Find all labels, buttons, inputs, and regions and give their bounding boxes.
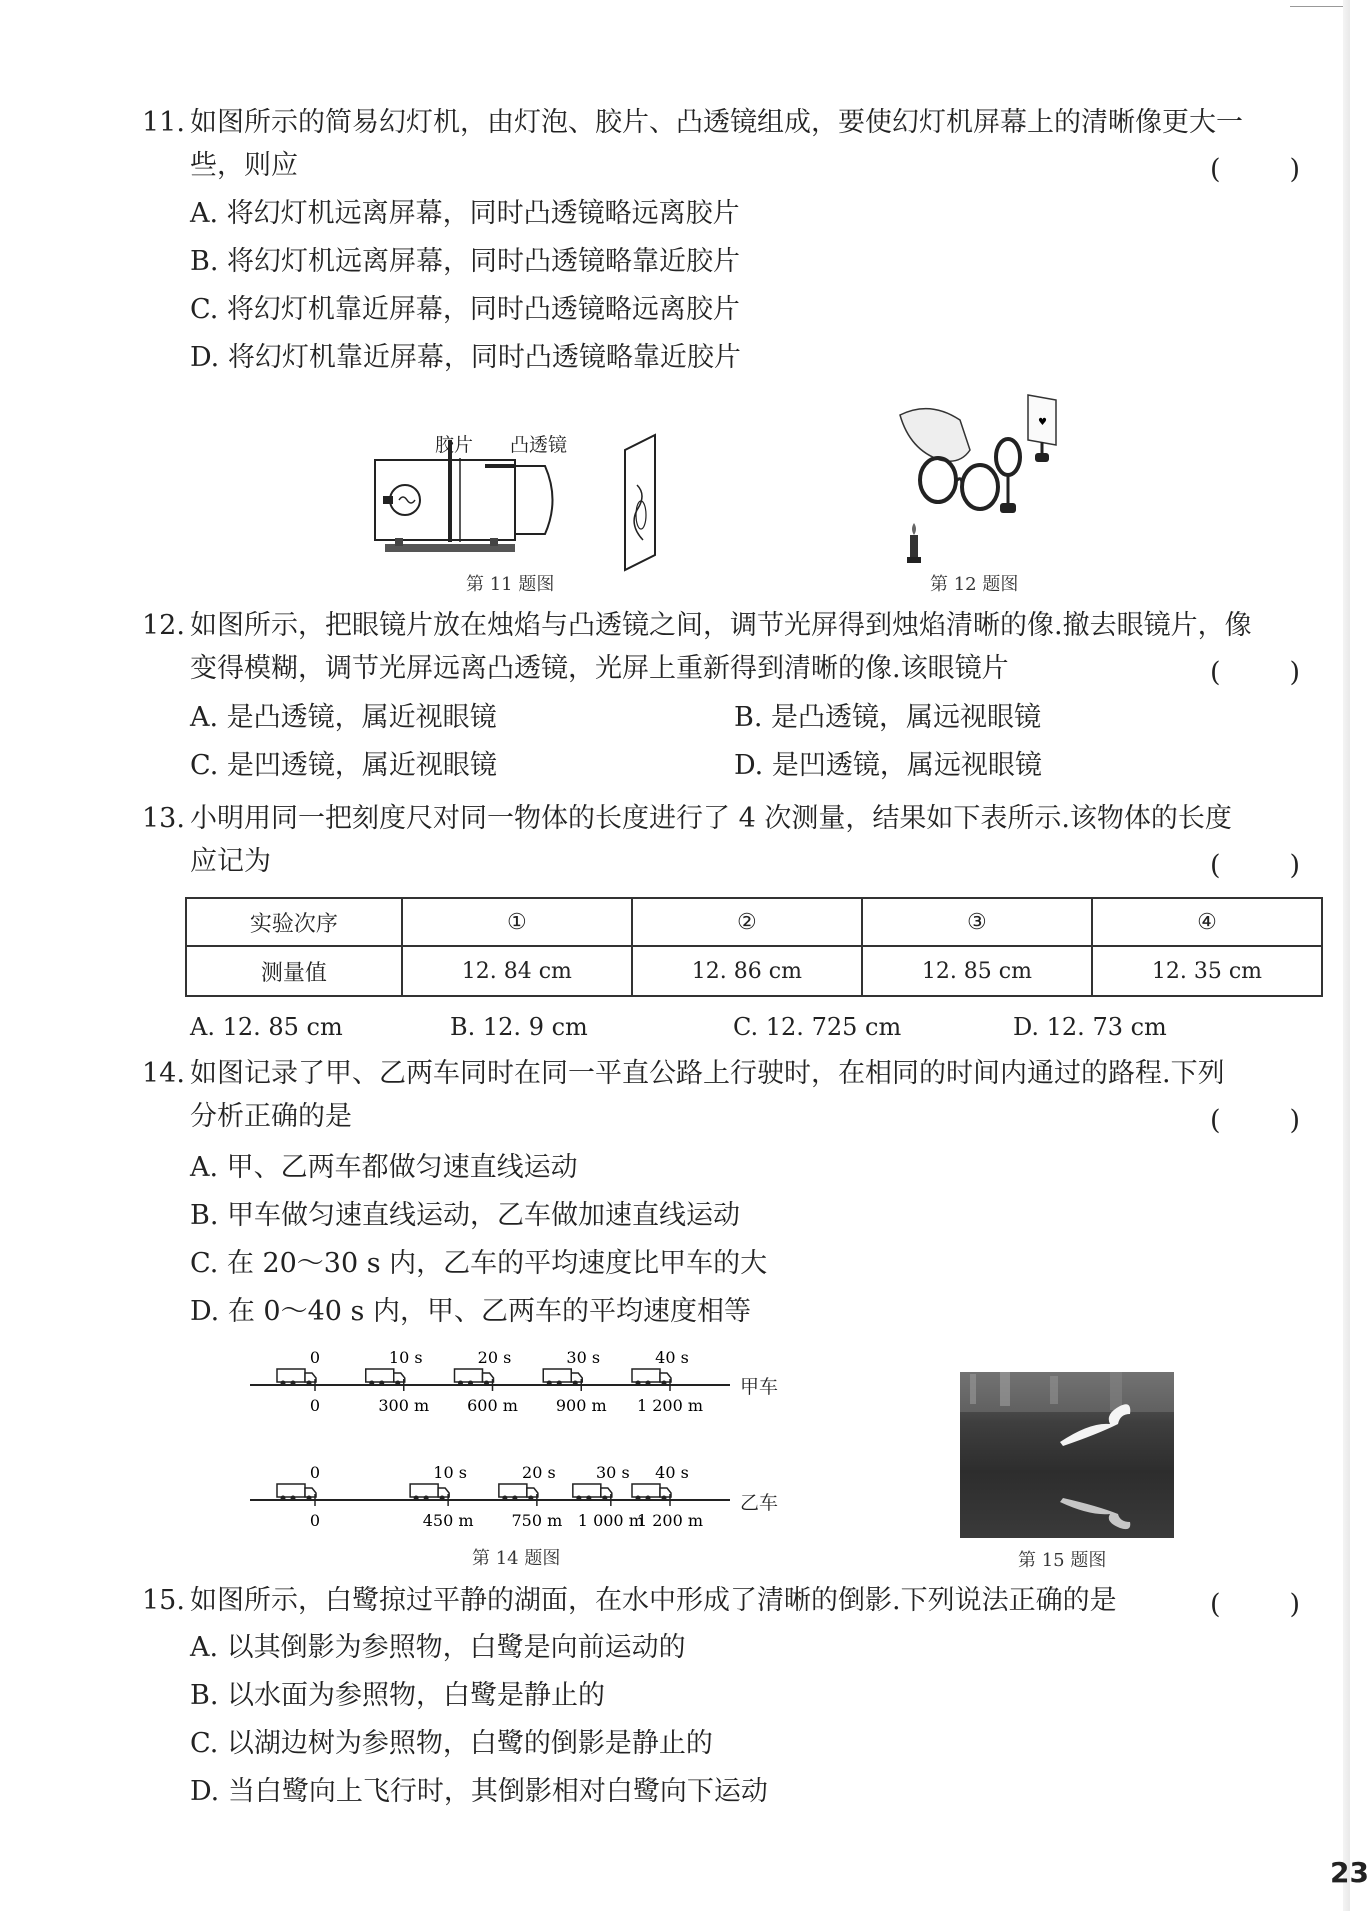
q11-text-line2: 些，则应 [190, 150, 298, 181]
car-b-time-label: 10 s [433, 1463, 467, 1482]
table-header-cell: 测量值 [186, 946, 402, 996]
q11-option-a[interactable]: A. 将幻灯机远离屏幕，同时凸透镜略远离胶片 [190, 198, 740, 229]
screen [625, 435, 655, 570]
q15-number: 15. [142, 1585, 185, 1616]
table-cell: ④ [1092, 898, 1322, 946]
car-a-distance-label: 600 m [467, 1396, 518, 1415]
car-a-truck-icon [277, 1369, 316, 1386]
paren-open: ( [1210, 850, 1221, 881]
car-b-truck-icon [632, 1484, 671, 1501]
glasses-lens-experiment-illustration [890, 395, 1090, 570]
table-cell: 12. 85 cm [862, 946, 1092, 996]
convex-lens [515, 466, 553, 534]
paren-open: ( [1210, 1105, 1221, 1136]
hand-icon [900, 409, 970, 462]
q15-text-line1: 如图所示，白鹭掠过平静的湖面，在水中形成了清晰的倒影.下列说法正确的是 [190, 1585, 1117, 1616]
egret-reflection-icon [1060, 1498, 1130, 1529]
car-a-time-label: 0 [309, 1348, 321, 1367]
table-cell: 12. 86 cm [632, 946, 862, 996]
car-b-distance-label: 1 000 m [577, 1511, 644, 1530]
q11-option-b[interactable]: B. 将幻灯机远离屏幕，同时凸透镜略靠近胶片 [190, 246, 741, 277]
car-a-distance-label: 900 m [555, 1396, 607, 1415]
car-b-truck-icon [410, 1484, 449, 1501]
car-a-distance-label: 300 m [378, 1396, 430, 1415]
fig11-label-lens: 凸透镜 [510, 434, 568, 456]
page-number: 23 [1330, 1856, 1369, 1889]
paren-close: ) [1289, 1105, 1300, 1136]
q13-answer-paren[interactable] [1210, 850, 1300, 881]
q15-option-b[interactable]: B. 以水面为参照物，白鹭是静止的 [190, 1680, 606, 1711]
q13-option-c[interactable]: C. 12. 725 cm [733, 1013, 902, 1041]
glasses-right-lens [962, 465, 998, 509]
q11-number: 11. [142, 107, 185, 138]
figure-11-caption: 第 11 题图 [466, 574, 555, 595]
table-row [186, 898, 1322, 946]
q14-option-a[interactable]: A. 甲、乙两车都做匀速直线运动 [190, 1152, 578, 1183]
q13-text-line2: 应记为 [190, 846, 271, 877]
glasses-left-lens [920, 458, 956, 502]
q11-option-d[interactable]: D. 将幻灯机靠近屏幕，同时凸透镜略靠近胶片 [190, 342, 741, 373]
q13-option-b[interactable]: B. 12. 9 cm [450, 1013, 588, 1041]
car-a-distance-label: 0 [309, 1396, 321, 1415]
q12-option-a[interactable]: A. 是凸透镜，属近视眼镜 [190, 702, 497, 733]
car-a-truck-icon [632, 1369, 671, 1386]
table-cell: 12. 35 cm [1092, 946, 1322, 996]
figure-15 [960, 1372, 1174, 1538]
table-cell: ③ [862, 898, 1092, 946]
q14-option-c[interactable]: C. 在 20～30 s 内，乙车的平均速度比甲车的大 [190, 1248, 768, 1279]
q11-option-c[interactable]: C. 将幻灯机靠近屏幕，同时凸透镜略远离胶片 [190, 294, 740, 325]
car-a-label: 甲车 [740, 1376, 779, 1398]
page-edge-shadow [1343, 0, 1350, 1911]
paren-close: ) [1289, 1589, 1300, 1620]
car-b-time-label: 40 s [655, 1463, 689, 1482]
car-a-time-label: 30 s [566, 1348, 601, 1367]
q15-option-d[interactable]: D. 当白鹭向上飞行时，其倒影相对白鹭向下运动 [190, 1776, 768, 1807]
paren-close: ) [1289, 850, 1300, 881]
q12-option-c[interactable]: C. 是凹透镜，属近视眼镜 [190, 750, 497, 781]
figure-14 [250, 1340, 800, 1550]
car-b-time-label: 0 [309, 1463, 321, 1482]
top-edge-line [1290, 6, 1350, 7]
q12-number: 12. [142, 610, 185, 641]
paren-open: ( [1210, 1589, 1221, 1620]
figure-15-caption: 第 15 题图 [1018, 1550, 1107, 1571]
figure-14-caption: 第 14 题图 [472, 1548, 561, 1569]
convex-lens-icon [996, 439, 1020, 475]
q14-option-b[interactable]: B. 甲车做匀速直线运动，乙车做加速直线运动 [190, 1200, 741, 1231]
q14-number: 14. [142, 1058, 185, 1089]
measurement-table [185, 897, 1323, 997]
car-a-time-label: 20 s [477, 1348, 512, 1367]
q13-text-line1: 小明用同一把刻度尺对同一物体的长度进行了 4 次测量，结果如下表所示.该物体的长度 [190, 803, 1232, 834]
q13-number: 13. [142, 803, 185, 834]
q12-text-line1: 如图所示，把眼镜片放在烛焰与凸透镜之间，调节光屏得到烛焰清晰的像.撤去眼镜片，像 [190, 610, 1252, 641]
q13-option-d[interactable]: D. 12. 73 cm [1013, 1013, 1167, 1041]
paren-close: ) [1289, 154, 1300, 185]
car-b-truck-icon [573, 1484, 612, 1501]
q12-option-d[interactable]: D. 是凹透镜，属远视眼镜 [734, 750, 1042, 781]
car-a-truck-icon [366, 1369, 405, 1386]
car-a-truck-icon [455, 1369, 494, 1386]
car-b-truck-icon [277, 1484, 316, 1501]
paren-open: ( [1210, 657, 1221, 688]
paren-open: ( [1210, 154, 1221, 185]
egret-photo [960, 1372, 1174, 1538]
figure-11 [355, 420, 685, 580]
figure-12-caption: 第 12 题图 [930, 574, 1019, 595]
car-b-label: 乙车 [740, 1492, 779, 1514]
q14-text-line1: 如图记录了甲、乙两车同时在同一平直公路上行驶时，在相同的时间内通过的路程.下列 [190, 1058, 1225, 1089]
q11-text-line1: 如图所示的简易幻灯机，由灯泡、胶片、凸透镜组成，要使幻灯机屏幕上的清晰像更大一 [190, 107, 1243, 138]
figure-12 [890, 395, 1090, 570]
q15-option-a[interactable]: A. 以其倒影为参照物，白鹭是向前运动的 [190, 1632, 686, 1663]
q13-option-a[interactable]: A. 12. 85 cm [190, 1013, 343, 1041]
q14-text-line2: 分析正确的是 [190, 1101, 352, 1132]
car-b-time-label: 30 s [596, 1463, 630, 1482]
table-header-cell: 实验次序 [186, 898, 402, 946]
projector-box [375, 460, 515, 540]
q11-answer-paren[interactable] [1210, 154, 1300, 185]
car-b-distance-label: 1 200 m [636, 1511, 704, 1530]
car-a-distance-label: 1 200 m [636, 1396, 704, 1415]
car-b-time-label: 20 s [522, 1463, 556, 1482]
car-a-truck-icon [543, 1369, 582, 1386]
table-cell: ① [402, 898, 632, 946]
table-cell: 12. 84 cm [402, 946, 632, 996]
car-b-distance-label: 750 m [511, 1511, 563, 1530]
car-b-distance-label: 0 [309, 1511, 321, 1530]
q15-option-c[interactable]: C. 以湖边树为参照物，白鹭的倒影是静止的 [190, 1728, 713, 1759]
fig11-label-film: 胶片 [435, 434, 474, 456]
bulb-icon [390, 485, 420, 515]
car-b-truck-icon [499, 1484, 538, 1501]
q15-answer-paren[interactable] [1210, 1589, 1300, 1620]
car-a-time-label: 10 s [388, 1348, 423, 1367]
q12-text-line2: 变得模糊，调节光屏远离凸透镜，光屏上重新得到清晰的像.该眼镜片 [190, 653, 1009, 684]
q12-answer-paren[interactable] [1210, 657, 1300, 688]
table-row [186, 946, 1322, 996]
q14-option-d[interactable]: D. 在 0～40 s 内，甲、乙两车的平均速度相等 [190, 1296, 751, 1327]
car-a-time-label: 40 s [655, 1348, 689, 1367]
svg-text:♥: ♥ [1038, 417, 1047, 428]
paren-close: ) [1289, 657, 1300, 688]
car-b-distance-label: 450 m [422, 1511, 474, 1530]
table-cell: ② [632, 898, 862, 946]
q12-option-b[interactable]: B. 是凸透镜，属远视眼镜 [734, 702, 1042, 733]
q14-answer-paren[interactable] [1210, 1105, 1300, 1136]
car-motion-diagram [250, 1340, 800, 1550]
